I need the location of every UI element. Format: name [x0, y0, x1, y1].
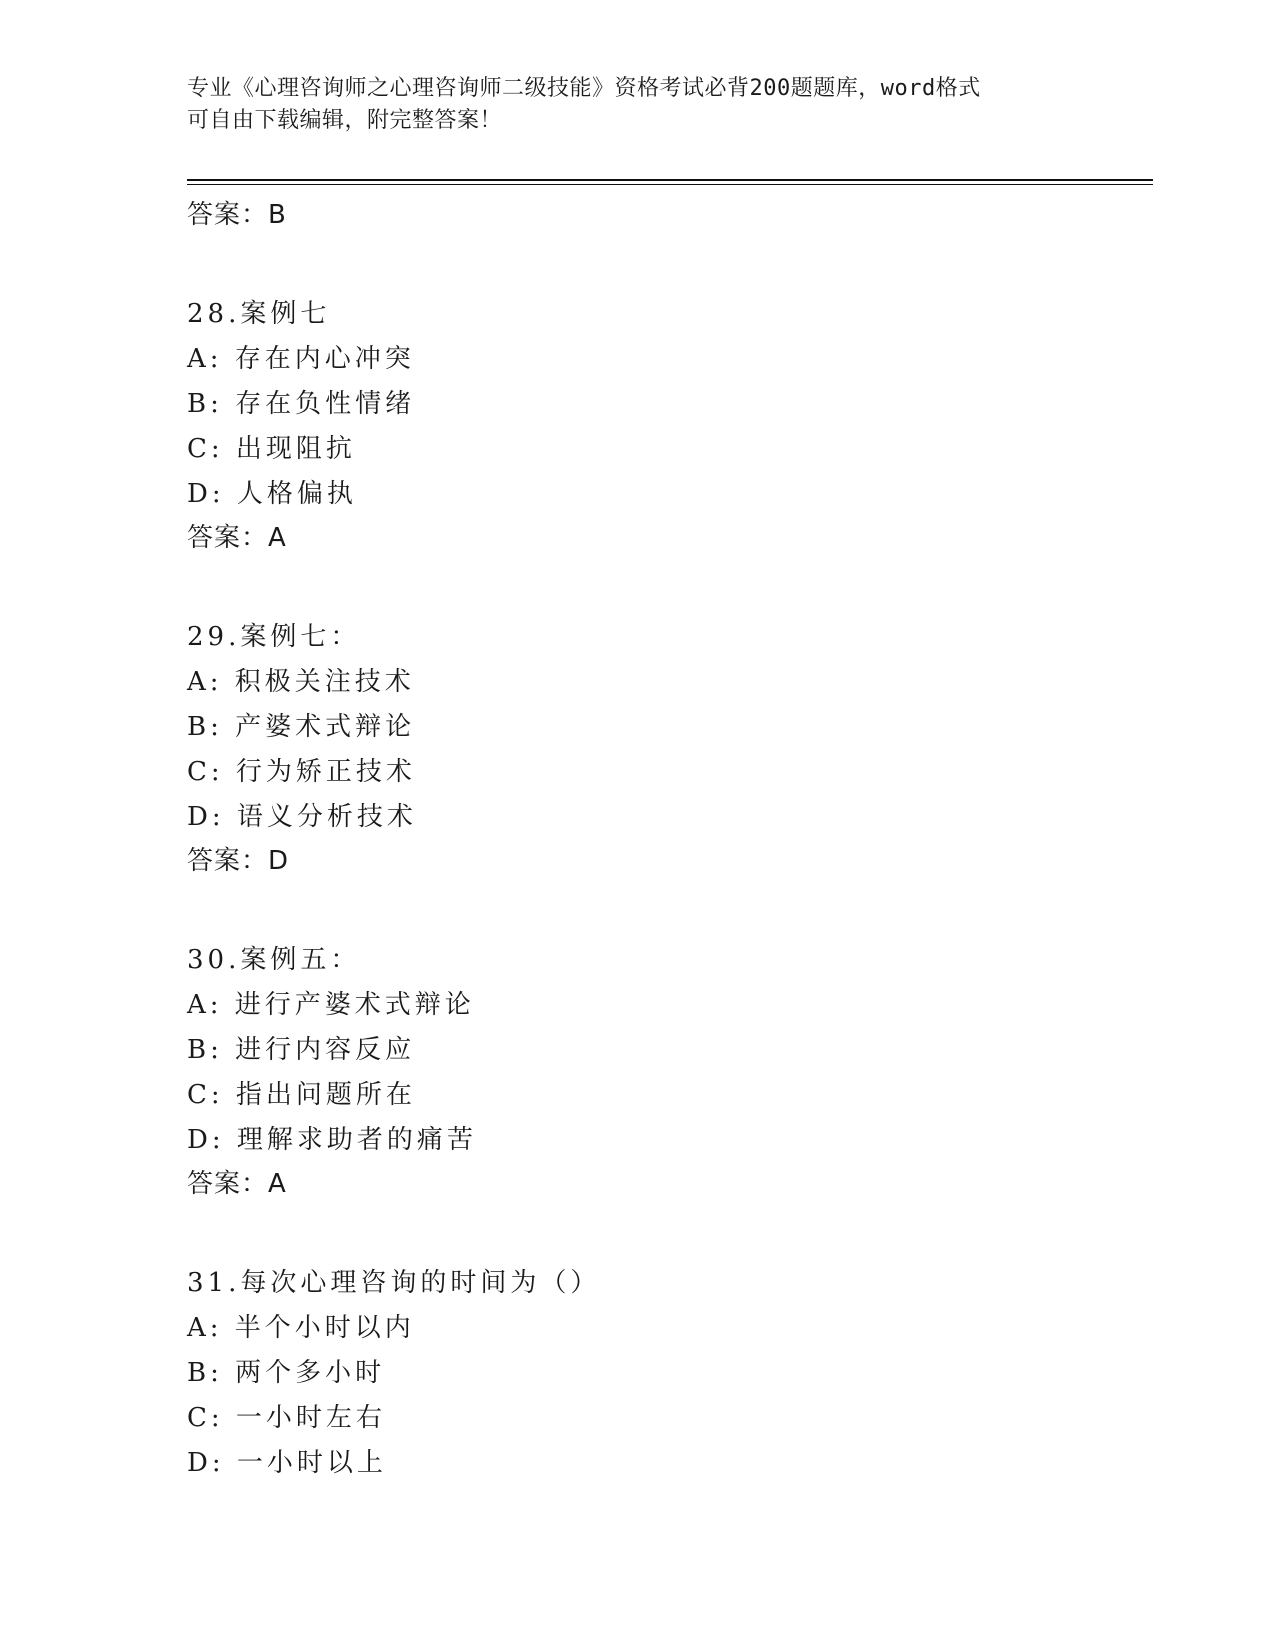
option-b: B: 进行内容反应: [187, 1035, 416, 1065]
answer-line: 答案：D: [187, 846, 290, 876]
header-rule-thin: [187, 184, 1153, 185]
option-b: B: 存在负性情绪: [187, 389, 416, 419]
question-31: [187, 1261, 1127, 1486]
question-stem: 28.案例七: [187, 299, 331, 329]
question-29: [187, 615, 1127, 882]
option-d: D: 语义分析技术: [187, 802, 417, 832]
question-stem: 31.每次心理咨询的时间为（）: [187, 1268, 601, 1298]
option-a: A: 存在内心冲突: [187, 344, 415, 374]
header-line-2: 可自由下载编辑，附完整答案！: [187, 108, 503, 133]
question-stem: 30.案例五：: [187, 945, 361, 975]
option-d: D: 一小时以上: [187, 1448, 387, 1478]
answer-line: 答案：A: [187, 523, 287, 553]
question-28: [187, 292, 1127, 559]
option-a: A: 进行产婆术式辩论: [187, 990, 475, 1020]
option-d: D: 理解求助者的痛苦: [187, 1125, 477, 1155]
header-line-1: 专业《心理咨询师之心理咨询师二级技能》资格考试必背200题题库，word格式: [187, 76, 981, 101]
answer-line: 答案：B: [187, 200, 287, 230]
option-a: A: 半个小时以内: [187, 1313, 415, 1343]
option-b: B: 产婆术式辩论: [187, 712, 416, 742]
option-c: C: 一小时左右: [187, 1403, 386, 1433]
header-rule-thick: [187, 179, 1153, 181]
option-c: C: 指出问题所在: [187, 1080, 416, 1110]
option-d: D: 人格偏执: [187, 479, 357, 509]
document-header: [187, 73, 1087, 137]
option-c: C: 出现阻抗: [187, 434, 356, 464]
question-stem: 29.案例七：: [187, 622, 361, 652]
option-b: B: 两个多小时: [187, 1358, 386, 1388]
question-30: [187, 938, 1127, 1205]
option-c: C: 行为矫正技术: [187, 757, 416, 787]
answer-line: 答案：A: [187, 1169, 287, 1199]
option-a: A: 积极关注技术: [187, 667, 415, 697]
question-list: [187, 190, 1127, 1486]
